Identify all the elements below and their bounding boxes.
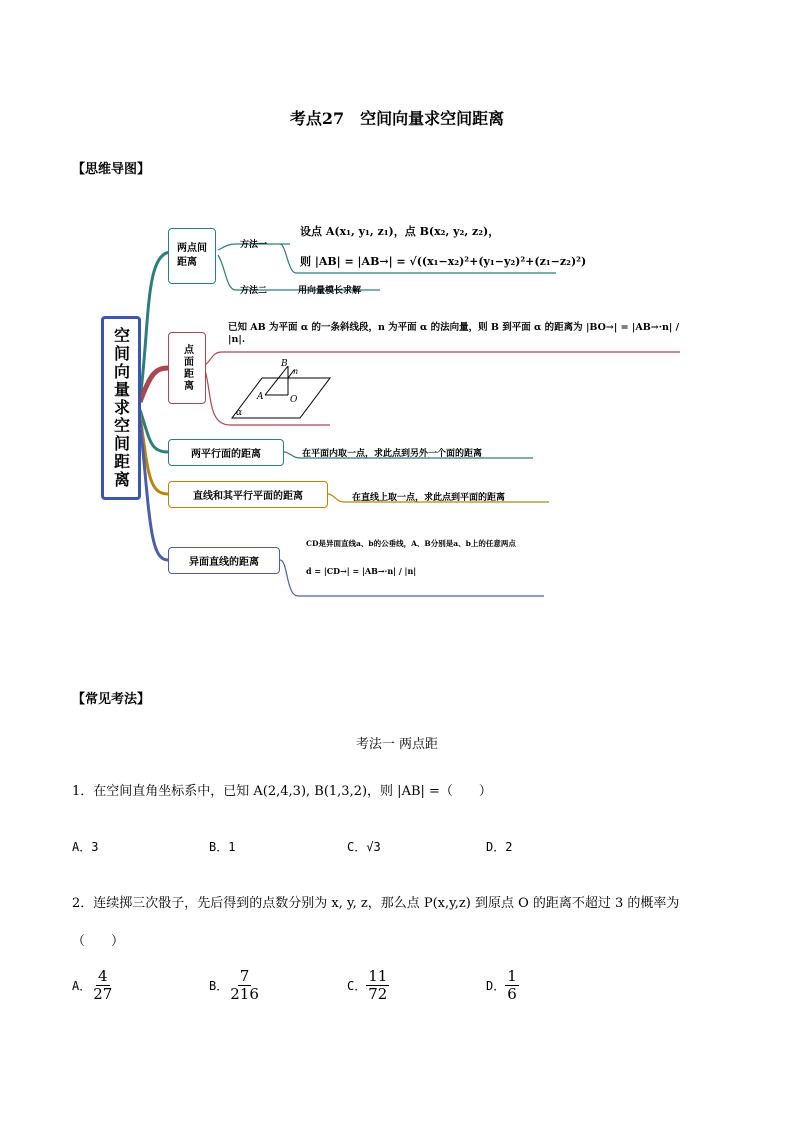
fraction: $\frac{1}{6}$ [507,967,517,1003]
question-2-stem-cont: （ ） [72,934,125,949]
branch-parallel-planes: 两平行面的距离 [168,439,284,466]
parallel-planes-text: 在平面内取一点，求此点到另外一个面的距离 [302,449,483,459]
connector-two-points [140,252,170,400]
question-2-option-c: C． $\frac{11}{72}$ [347,967,388,1003]
subheading: 考法一 两点距 [355,737,439,752]
branch-skew-lines: 异面直线的距离 [168,547,280,574]
branch-line-plane: 直线和其平行平面的距离 [168,481,328,508]
question-2-option-a: A． $\frac{4}{27}$ [72,967,113,1003]
method2-text: 用向量模长求解 [298,286,362,296]
fig-label-A: A [257,392,264,402]
mindmap-root: 空间向量求空间距离 [101,316,141,500]
method1-text-2: 则 |AB| = |AB→| = √((x₁−x₂)²+(y₁−y₂)²+(z₁−z₂)²) [300,255,587,268]
fraction: $\frac{7}{216}$ [230,967,259,1003]
fig-label-B: B [281,359,288,369]
fig-label-alpha: α [236,408,243,418]
point-plane-text: 已知 AB 为平面 α 的一条斜线段，n 为平面 α 的法向量，则 B 到平面 α 的距离为 |BO→| = |AB→·n| / |n|. [228,322,680,346]
skew-lines-text-2: d = |CD→| = |AB→·n| / |n| [306,566,417,576]
page-title: 考点27 空间向量求空间距离 [289,109,505,128]
question-1-option-b: B．1 [209,840,236,854]
fraction: $\frac{11}{72}$ [368,967,388,1003]
method1-label: 方法一 [240,240,268,250]
question-2-stem: 2．连续掷三次骰子，先后得到的点数分别为 x, y, z，那么点 P(x,y,z) 到原点 O 的距离不超过 3 的概率为 [72,896,680,911]
question-2-option-b: B． $\frac{7}{216}$ [209,967,259,1003]
question-1-option-c: C．√3 [347,840,381,854]
fig-label-n: n [293,367,299,376]
question-1-stem: 1．在空间直角坐标系中，已知 A(2,4,3), B(1,3,2)，则 |AB| =（ ） [72,784,492,799]
method1-text-1: 设点 A(x₁, y₁, z₁)，点 B(x₂, y₂, z₂)， [300,225,500,238]
skew-lines-text-1: CD是异面直线a、b的公垂线，A、B分别是a、b上的任意两点 [306,539,516,548]
section-common-heading: 【常见考法】 [72,692,151,707]
section-mindmap-heading: 【思维导图】 [72,162,151,177]
question-1-option-d: D．2 [486,840,513,854]
method2-label: 方法二 [240,286,268,296]
question-2-option-d: D． $\frac{1}{6}$ [486,967,517,1003]
branch-two-points: 两点间距离 [168,228,216,284]
plane-alpha-shape [232,378,330,418]
line-plane-text: 在直线上取一点，求此点到平面的距离 [352,493,506,503]
fraction: $\frac{4}{27}$ [93,967,113,1003]
fig-label-O: O [290,395,298,405]
question-1-option-a: A．3 [72,840,99,854]
branch-point-plane: 点面距离 [168,332,206,404]
